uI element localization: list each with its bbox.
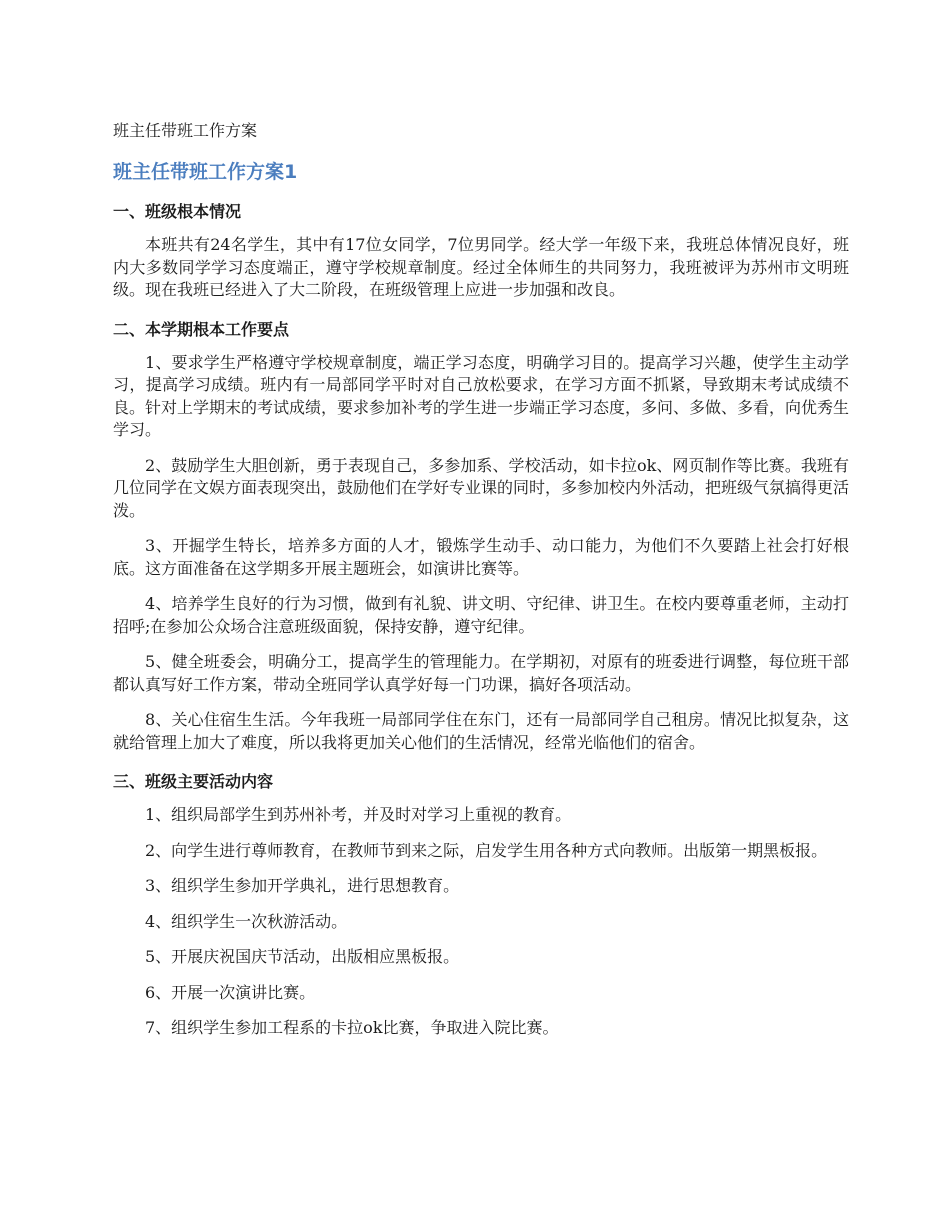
document-body bbox=[113, 118, 849, 1053]
section-heading-work-points: 二、本学期根本工作要点 bbox=[113, 319, 290, 339]
list-item: 5、开展庆祝国庆节活动，出版相应黑板报。 bbox=[145, 947, 460, 966]
paragraph: 1、要求学生严格遵守学校规章制度，端正学习态度，明确学习目的。提高学习兴趣，使学生主动学习，提高学习成绩。班内有一局部同学平时对自己放松要求，在学习方面不抓紧，导致期末考试成绩不良。针对上学期末的考试成绩，要求参加补考的学生进一步端正学习态度，多问、多做、多看，向优秀生学习。 bbox=[113, 352, 850, 439]
list-item: 4、组织学生一次秋游活动。 bbox=[145, 911, 348, 931]
paragraph: 3、开掘学生特长，培养多方面的人才，锻炼学生动手、动口能力，为他们不久要踏上社会打好根底。这方面准备在这学期多开展主题班会，如演讲比赛等。 bbox=[113, 536, 849, 578]
paragraph: 8、关心住宿生生活。今年我班一局部同学住在东门，还有一局部同学自己租房。情况比拟复杂，这就给管理上加大了难度，所以我将更加关心他们的生活情况，经常光临他们的宿舍。 bbox=[113, 710, 849, 752]
document-title: 班主任带班工作方案 bbox=[113, 121, 258, 140]
list-item: 1、组织局部学生到苏州补考，并及时对学习上重视的教育。 bbox=[145, 805, 572, 824]
paragraph: 本班共有24名学生，其中有17位女同学，7位男同学。经大学一年级下来，我班总体情况良好，班内大多数同学学习态度端正，遵守学校规章制度。经过全体师生的共同努力，我班被评为苏州市文明班级。现在我班已经进入了大二阶段，在班级管理上应进一步加强和改良。 bbox=[113, 235, 849, 299]
paragraph: 2、鼓励学生大胆创新，勇于表现自己，多参加系、学校活动，如卡拉ok、网页制作等比赛。我班有几位同学在文娱方面表现突出，鼓励他们在学好专业课的同时，多参加校内外活动，把班级气氛搞得更活泼。 bbox=[113, 455, 850, 520]
list-item: 7、组织学生参加工程系的卡拉ok比赛，争取进入院比赛。 bbox=[145, 1018, 559, 1037]
list-item: 3、组织学生参加开学典礼，进行思想教育。 bbox=[145, 876, 460, 895]
section-heading-activities: 三、班级主要活动内容 bbox=[113, 772, 274, 791]
section-heading-basic-situation: 一、班级根本情况 bbox=[113, 202, 242, 221]
paragraph: 5、健全班委会，明确分工，提高学生的管理能力。在学期初，对原有的班委进行调整，每位班干部都认真写好工作方案，带动全班同学认真学好每一门功课，搞好各项活动。 bbox=[113, 652, 849, 694]
list-item: 2、向学生进行尊师教育，在教师节到来之际，启发学生用各种方式向教师。出版第一期黑板报。 bbox=[145, 840, 828, 860]
paragraph: 4、培养学生良好的行为习惯，做到有礼貌、讲文明、守纪律、讲卫生。在校内要尊重老师，主动打招呼;在参加公众场合注意班级面貌，保持安静，遵守纪律。 bbox=[113, 594, 849, 636]
main-heading: 班主任带班工作方案1 bbox=[113, 161, 298, 183]
list-item: 6、开展一次演讲比赛。 bbox=[145, 982, 316, 1002]
